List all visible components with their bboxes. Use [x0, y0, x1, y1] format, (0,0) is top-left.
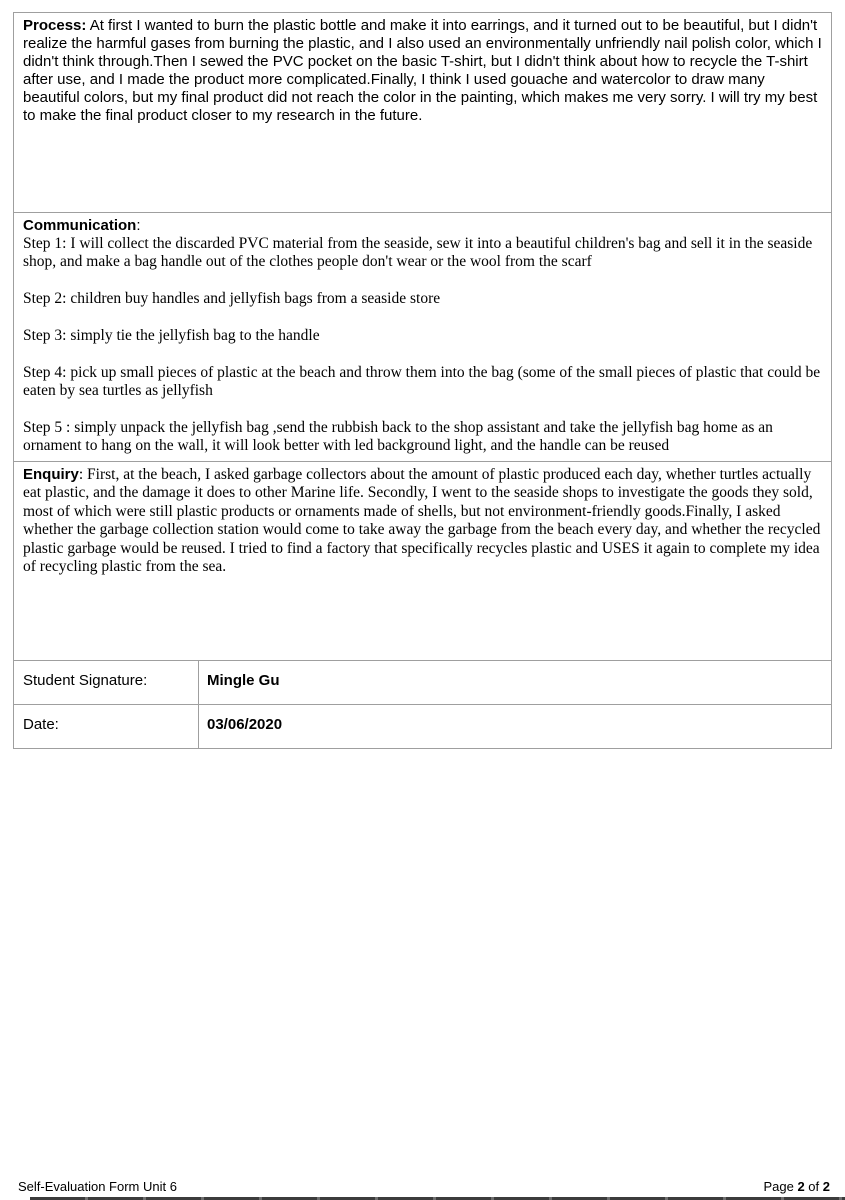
date-row: [14, 705, 831, 748]
date-label-cell: [14, 705, 199, 748]
page-current: 2: [797, 1179, 805, 1194]
enquiry-row: [14, 462, 831, 661]
signature-value-cell: [199, 661, 831, 704]
enquiry-text: First, at the beach, I asked garbage collectors about the amount of plastic produced each day, whether turtles actually eat plastic, and the damage it does to other Marine life. Secondly, I went to the seaside shops to investigate the goods they sold, most of which were still plastic products or ornaments made of shells, but not environment-friendly goods.Finally, I asked whether the garbage collection station would come to take away the garbage from the beach every day, and whether the recycled plastic garbage would be reused. I tried to find a factory that specifically recycles plastic and USES it again to complete my idea of recycling plastic from the sea.: [23, 466, 821, 576]
footer-page-indicator: [763, 1179, 830, 1194]
communication-step-4: Step 4: pick up small pieces of plastic at the beach and throw them into the bag (some of the small pieces of plastic that could be eaten by sea turtles as jellyfish: [23, 363, 821, 400]
date-value-cell: [199, 705, 831, 748]
page-total: 2: [822, 1179, 830, 1194]
self-evaluation-form-table: [13, 12, 832, 749]
enquiry-colon: :: [78, 466, 84, 483]
footer-title: Self-Evaluation Form Unit 6: [18, 1179, 177, 1194]
signature-label-cell: [14, 661, 199, 704]
date-value: 03/06/2020: [207, 716, 283, 733]
page-word: Page: [763, 1179, 798, 1194]
communication-step-1: Step 1: I will collect the discarded PVC material from the seaside, sew it into a beautiful children's bag and sell it in the seaside shop, and make a bag handle out of the clothes people don't wear or the wool from the scarf: [23, 235, 813, 271]
process-text: At first I wanted to burn the plastic bottle and make it into earrings, and it turned out to be beautiful, but I didn't realize the harmful gases from burning the plastic, and I also used an environmentally unfriendly nail polish color, which I didn't think through.Then I sewed the PVC pocket on the basic T-shirt, but I didn't think about how to recycle the T-shirt after use, and I made the product more complicated.Finally, I think I used gouache and watercolor to draw many beautiful colors, but my final product did not reach the color in the painting, which makes me very sorry. I will try my best to make the final product closer to my research in the future.: [23, 17, 822, 124]
communication-steps: [23, 235, 822, 456]
process-row: [14, 13, 831, 213]
communication-label: Communication: [23, 217, 137, 234]
page-footer: [18, 1179, 830, 1194]
signature-value: Mingle Gu: [207, 672, 280, 689]
communication-step-2: Step 2: children buy handles and jellyfish bags from a seaside store: [23, 290, 441, 308]
communication-step-5: Step 5 : simply unpack the jellyfish bag ,send the rubbish back to the shop assistant and take the jellyfish bag home as an ornament to hang on the wall, it will look better with led background light, and the handle can be reused: [23, 419, 773, 455]
signature-row: [14, 661, 831, 705]
of-word: of: [804, 1179, 823, 1194]
communication-row: [14, 213, 831, 462]
enquiry-label: Enquiry: [23, 466, 79, 483]
communication-colon: :: [136, 217, 141, 234]
date-label: Date:: [23, 716, 59, 733]
process-label: Process:: [23, 17, 87, 34]
signature-label: Student Signature:: [23, 672, 148, 689]
communication-step-3: Step 3: simply tie the jellyfish bag to the handle: [23, 327, 320, 344]
communication-heading: [23, 217, 822, 235]
